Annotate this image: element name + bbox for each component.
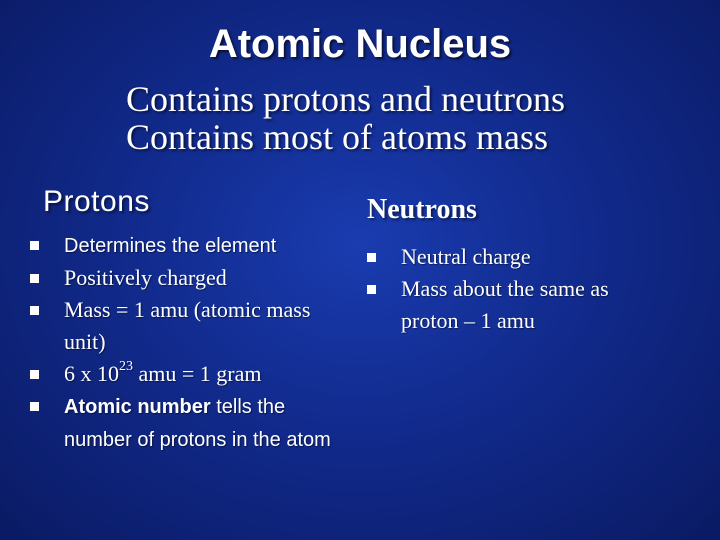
square-bullet-icon	[367, 285, 376, 294]
intro-line: Contains most of atoms mass	[126, 117, 548, 157]
protons-list	[30, 229, 340, 456]
list-item: Determines the element	[30, 229, 340, 262]
square-bullet-icon	[30, 306, 39, 315]
neutrons-list	[367, 241, 657, 337]
list-item: Atomic number tells the number of protons in the atom	[30, 390, 340, 456]
slide-title: Atomic Nucleus	[208, 22, 512, 66]
protons-heading: Protons	[43, 185, 150, 218]
neutrons-heading: Neutrons	[367, 194, 477, 225]
list-item: 6 x $10^{23}$ amu = 1 gram	[30, 358, 340, 390]
square-bullet-icon	[367, 253, 376, 262]
square-bullet-icon	[30, 274, 39, 283]
square-bullet-icon	[30, 241, 39, 250]
intro-line: Contains protons and neutrons	[126, 79, 565, 119]
list-item: Neutral charge	[367, 241, 657, 273]
square-bullet-icon	[30, 370, 39, 379]
square-bullet-icon	[30, 402, 39, 411]
intro-text	[126, 80, 565, 156]
list-item: Positively charged	[30, 262, 340, 294]
list-item: Mass about the same as proton – 1 amu	[367, 273, 657, 337]
list-item: Mass = 1 amu (atomic mass unit)	[30, 294, 340, 358]
